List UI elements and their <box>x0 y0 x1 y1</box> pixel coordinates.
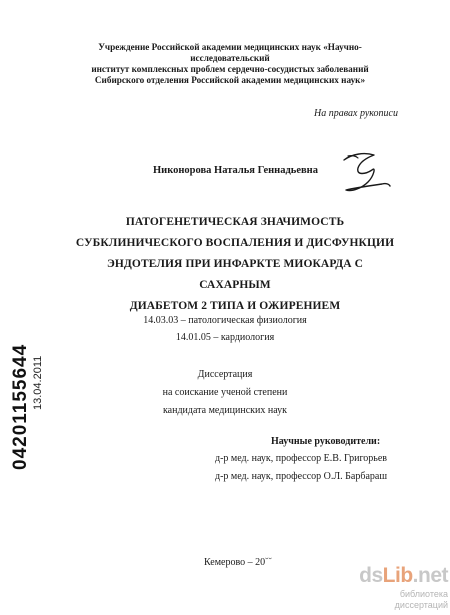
degree-line-2: на соискание ученой степени <box>162 387 288 398</box>
supervisor-1: д-р мед. наук, профессор Е.В. Григорьев <box>215 453 388 464</box>
supervisor-2: д-р мед. наук, профессор О.Л. Барбараш <box>215 471 388 482</box>
rights-note: На правах рукописи <box>314 108 398 119</box>
watermark-logo-net: .net <box>412 564 448 587</box>
archive-stamp <box>10 344 45 470</box>
supervisors-heading: Научные руководители: <box>271 436 381 447</box>
watermark-logo-ds: ds <box>359 564 383 587</box>
institution-header <box>60 42 400 86</box>
degree-statement <box>0 366 450 420</box>
city-year <box>204 557 272 568</box>
degree-line-3: кандидата медицинских наук <box>162 405 288 416</box>
degree-line-1: Диссертация <box>197 369 253 380</box>
stamp-date: 13.04.2011 <box>32 355 44 410</box>
institution-line-1: Учреждение Российской академии медицинских наук «Научно-исследовательский <box>98 42 362 63</box>
title-line-3: ЭНДОТЕЛИЯ ПРИ ИНФАРКТЕ МИОКАРДА С САХАРНЫМ <box>106 258 364 291</box>
watermark-logo-lib: Lib <box>382 564 413 587</box>
dissertation-title <box>70 212 400 317</box>
stamp-number: 04201155644 <box>10 343 31 470</box>
author-name: Никонорова Наталья Геннадьевна <box>153 165 318 176</box>
handwritten-signature <box>338 146 394 200</box>
cut-off-year-digits: ˘˘ <box>265 557 272 568</box>
specialty-1: 14.03.03 – патологическая физиология <box>143 315 307 326</box>
title-line-4: ДИАБЕТОМ 2 ТИПА И ОЖИРЕНИЕМ <box>129 300 341 312</box>
watermark-tagline: библиотека диссертаций <box>394 589 448 610</box>
title-line-1: ПАТОГЕНЕТИЧЕСКАЯ ЗНАЧИМОСТЬ <box>125 216 345 228</box>
title-line-2: СУБКЛИНИЧЕСКОГО ВОСПАЛЕНИЯ И ДИСФУНКЦИИ <box>75 237 395 249</box>
institution-line-3: Сибирского отделения Российской академии медицинских наук» <box>94 75 366 85</box>
watermark-logo <box>348 565 448 587</box>
watermark <box>348 565 448 611</box>
institution-line-2: институт комплексных проблем сердечно-сосудистых заболеваний <box>91 64 369 74</box>
city-year-text: Кемерово – 20 <box>204 557 266 568</box>
specialty-2: 14.01.05 – кардиология <box>175 332 275 343</box>
